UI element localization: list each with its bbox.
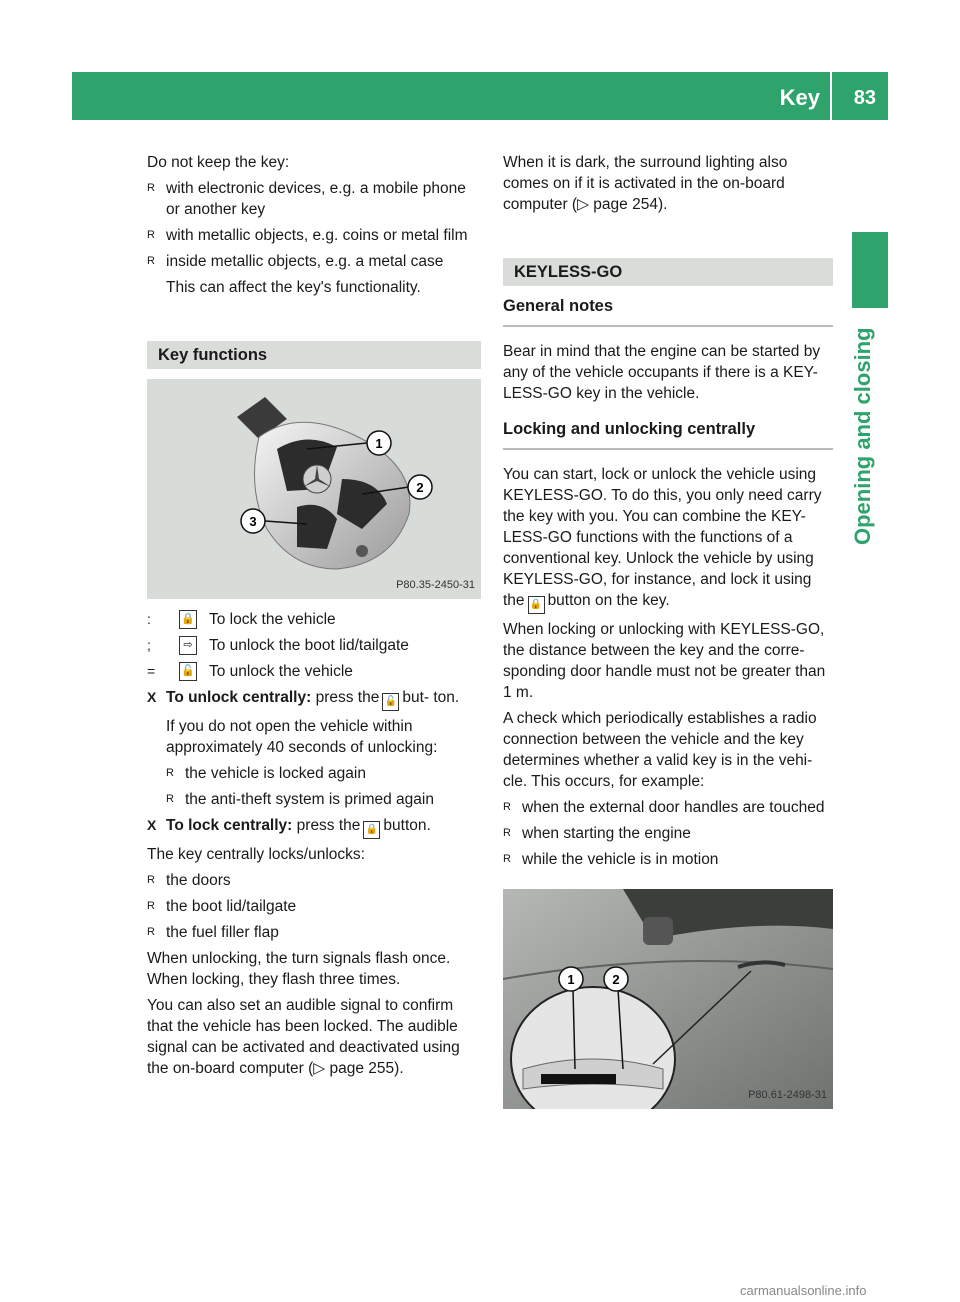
- list-item: R while the vehicle is in motion: [503, 851, 719, 868]
- lock-icon: 🔒: [363, 821, 380, 839]
- subheading-general-notes: General notes: [503, 296, 833, 327]
- header-divider: [830, 72, 832, 120]
- locking-text: You can start, lock or unlock the vehicle using KEYLESS-GO. To do this, you only need carry the key with you. You can combine the KEY-LESS-GO functions with the functions of a conventional key. Unlock the vehicle by using KEYLESS-GO, for instance, and lock it using the 🔒 button on the key.: [503, 464, 833, 614]
- list-item: R the fuel filler flap: [147, 924, 279, 941]
- unlock-icon: 🔓: [382, 693, 399, 711]
- key-ring-hole: [356, 545, 368, 557]
- check-text: A check which periodically establishes a radio connection between the vehicle and the key determines whether a valid key is in the vehi-cle. This occurs, for example:: [503, 710, 817, 790]
- sensor-strip: [541, 1074, 616, 1084]
- legend-item: ; ⇨ To unlock the boot lid/tailgate: [147, 637, 409, 654]
- svg-text:1: 1: [567, 972, 575, 987]
- right-column: [503, 152, 833, 1109]
- unlock-step: X To unlock centrally: press the 🔓 but- ton.: [147, 687, 481, 711]
- affect-note: This can affect the key's functionality.: [166, 279, 421, 296]
- svg-text:1: 1: [375, 436, 383, 451]
- svg-text:3: 3: [249, 514, 257, 529]
- lock-icon: 🔒: [179, 610, 197, 629]
- dark-text: When it is dark, the surround lighting also comes on if it is activated in the on-board computer (▷ page 254).: [503, 154, 788, 213]
- svg-text:2: 2: [612, 972, 620, 987]
- list-item: R with metallic objects, e.g. coins or metal film: [147, 227, 468, 244]
- section-title-keyless-go: KEYLESS-GO: [503, 258, 833, 286]
- page-number: 83: [853, 87, 876, 109]
- list-item: R when the external door handles are touched: [503, 799, 825, 816]
- subheading-locking: Locking and unlocking centrally: [503, 419, 833, 450]
- header-section-title: Key: [779, 85, 820, 110]
- figure-code: P80.35-2450-31: [396, 579, 475, 591]
- boot-icon: ⇨: [179, 636, 197, 655]
- list-item: R with electronic devices, e.g. a mobile phone or another key: [147, 180, 466, 218]
- header-bar: [72, 72, 888, 120]
- list-item: R when starting the engine: [503, 825, 691, 842]
- list-item: R the boot lid/tailgate: [147, 898, 297, 915]
- left-column: [147, 152, 481, 1084]
- keep-intro: Do not keep the key:: [147, 154, 290, 171]
- list-item: R the doors: [147, 872, 231, 889]
- footer-watermark: carmanualsonline.info: [740, 1283, 867, 1298]
- side-label: Opening and closing: [850, 327, 875, 545]
- key-fob-illustration: [147, 379, 481, 599]
- unlock-note: If you do not open the vehicle within approximately 40 seconds of unlocking:: [166, 718, 438, 756]
- list-item: R the anti-theft system is primed again: [166, 791, 434, 808]
- unlock-icon: 🔓: [179, 662, 197, 681]
- svg-text:2: 2: [416, 480, 424, 495]
- central-intro: The key centrally locks/unlocks:: [147, 846, 365, 863]
- key-figure: [147, 379, 481, 599]
- legend-item: = 🔓 To unlock the vehicle: [147, 663, 353, 680]
- general-text: Bear in mind that the engine can be started by any of the vehicle occupants if there is a KEY-LESS-GO key in the vehicle.: [503, 343, 821, 402]
- list-item: R inside metallic objects, e.g. a metal case: [147, 253, 444, 270]
- door-handle-figure: [503, 889, 833, 1109]
- audible-text: You can also set an audible signal to confirm that the vehicle has been locked. The audible signal can be activated and deactivated using the on-board computer (▷ page 255).: [147, 997, 460, 1077]
- lock-icon: 🔒: [528, 596, 545, 614]
- legend-item: : 🔒 To lock the vehicle: [147, 611, 336, 628]
- section-title-key-functions: Key functions: [147, 341, 481, 369]
- distance-text: When locking or unlocking with KEYLESS-GO, the distance between the key and the corre-sponding door handle must not be greater than 1 m.: [503, 621, 826, 701]
- lock-step: X To lock centrally: press the 🔒 button.: [147, 815, 481, 839]
- signals-text: When unlocking, the turn signals flash once. When locking, they flash three times.: [147, 950, 451, 988]
- list-item: R the vehicle is locked again: [166, 765, 366, 782]
- car-door-illustration: [503, 889, 833, 1109]
- side-tab: [852, 232, 888, 308]
- figure-code: P80.61-2498-31: [748, 1089, 827, 1101]
- mirror: [643, 917, 673, 945]
